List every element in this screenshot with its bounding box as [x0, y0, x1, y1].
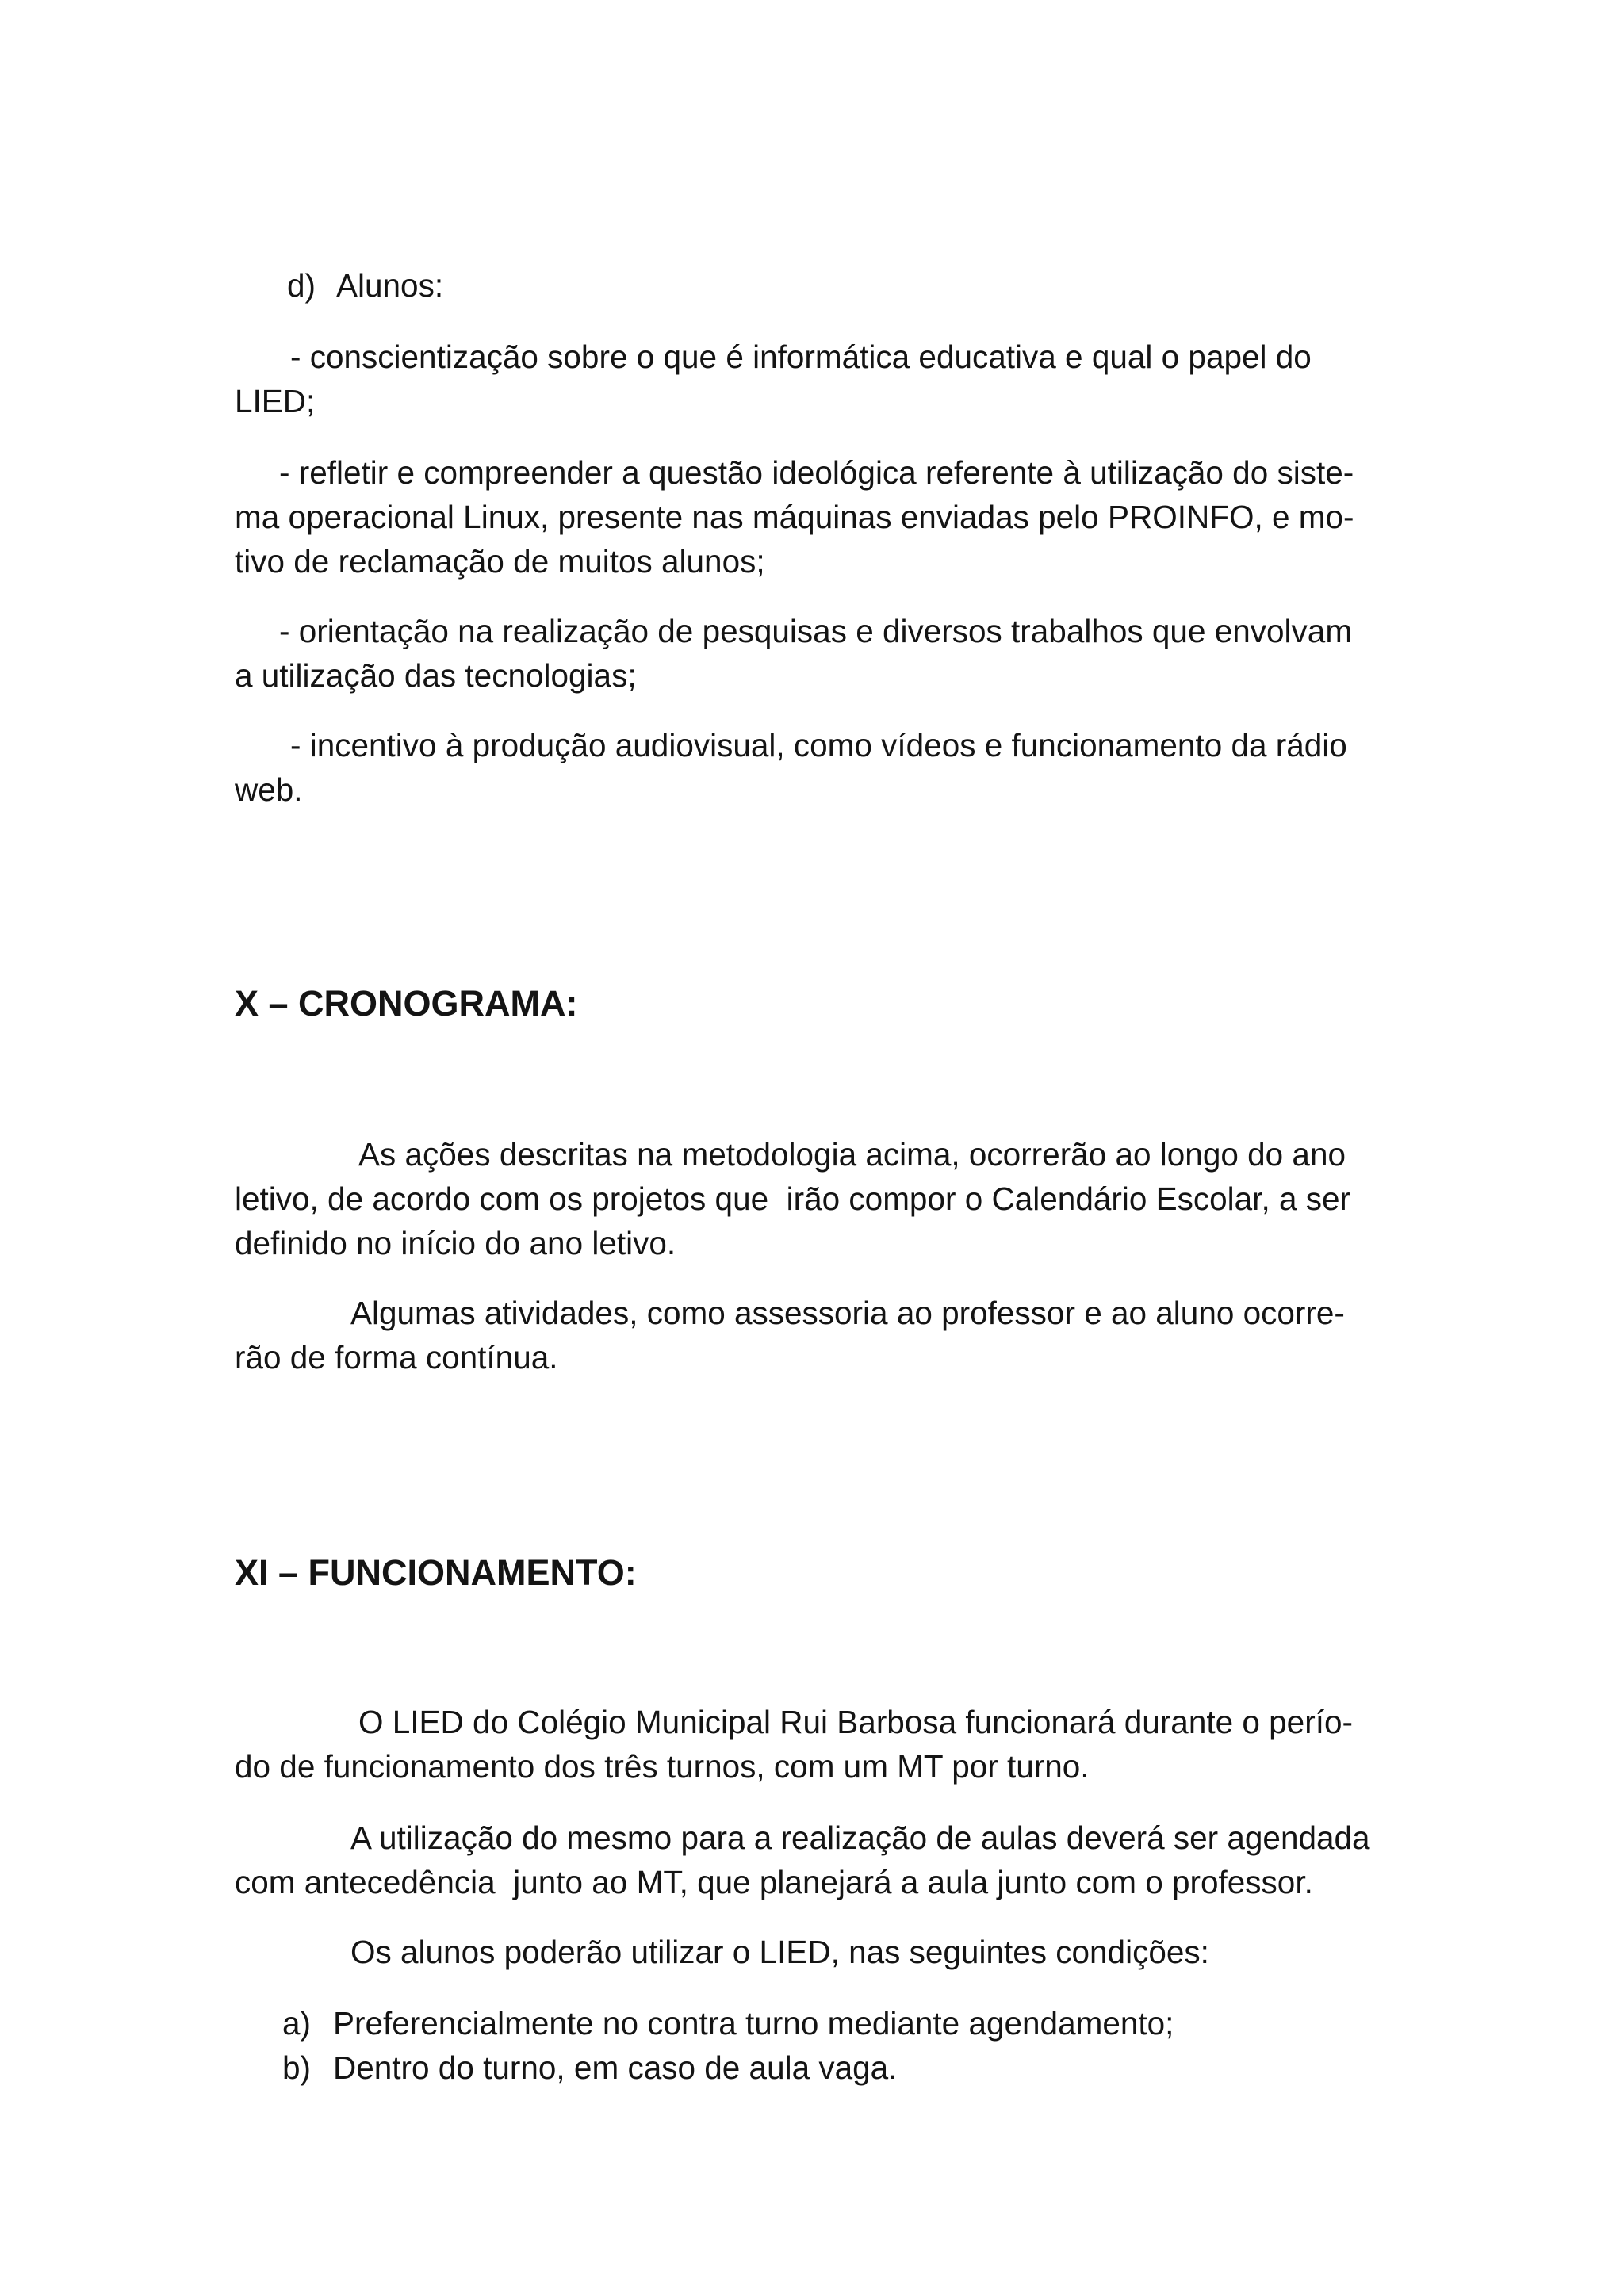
list-item: Preferencialmente no contra turno mediante agendamento; [333, 2005, 1174, 2042]
list-marker-b: b) [282, 2049, 312, 2086]
paragraph-line: com antecedência junto ao MT, que planejará a aula junto com o professor. [235, 1864, 1313, 1900]
paragraph-line: LIED; [235, 383, 316, 419]
paragraph-line: As ações descritas na metodologia acima, ocorrerão ao longo do ano [358, 1136, 1346, 1173]
paragraph-line: - orientação na realização de pesquisas e diversos trabalhos que envolvam [279, 613, 1353, 649]
list-marker-a: a) [282, 2005, 312, 2042]
paragraph-line: - refletir e compreender a questão ideológica referente à utilização do siste- [279, 454, 1354, 491]
paragraph-line: ma operacional Linux, presente nas máquinas enviadas pelo PROINFO, e mo- [235, 499, 1354, 535]
paragraph-line: a utilização das tecnologias; [235, 657, 637, 694]
section-heading-funcionamento: XI – FUNCIONAMENTO: [235, 1552, 637, 1593]
paragraph-line: definido no início do ano letivo. [235, 1225, 676, 1261]
list-marker-d: d) [287, 267, 316, 304]
paragraph-line: - incentivo à produção audiovisual, como vídeos e funcionamento da rádio [290, 727, 1347, 763]
list-item: Dentro do turno, em caso de aula vaga. [333, 2049, 898, 2086]
paragraph-line: letivo, de acordo com os projetos que irão compor o Calendário Escolar, a ser [235, 1181, 1350, 1217]
paragraph-line: A utilização do mesmo para a realização de aulas deverá ser agendada [350, 1820, 1370, 1856]
paragraph-line: - conscientização sobre o que é informática educativa e qual o papel do [290, 339, 1312, 375]
paragraph-line: Os alunos poderão utilizar o LIED, nas seguintes condições: [350, 1934, 1209, 1970]
paragraph-line: tivo de reclamação de muitos alunos; [235, 543, 765, 580]
paragraph-line: Algumas atividades, como assessoria ao professor e ao aluno ocorre- [350, 1295, 1345, 1331]
paragraph-line: web. [235, 771, 303, 808]
section-d-title: Alunos: [336, 267, 444, 304]
paragraph-line: O LIED do Colégio Municipal Rui Barbosa funcionará durante o perío- [358, 1704, 1353, 1740]
paragraph-line: rão de forma contínua. [235, 1339, 558, 1376]
section-heading-cronograma: X – CRONOGRAMA: [235, 983, 578, 1024]
paragraph-line: do de funcionamento dos três turnos, com um MT por turno. [235, 1748, 1090, 1785]
